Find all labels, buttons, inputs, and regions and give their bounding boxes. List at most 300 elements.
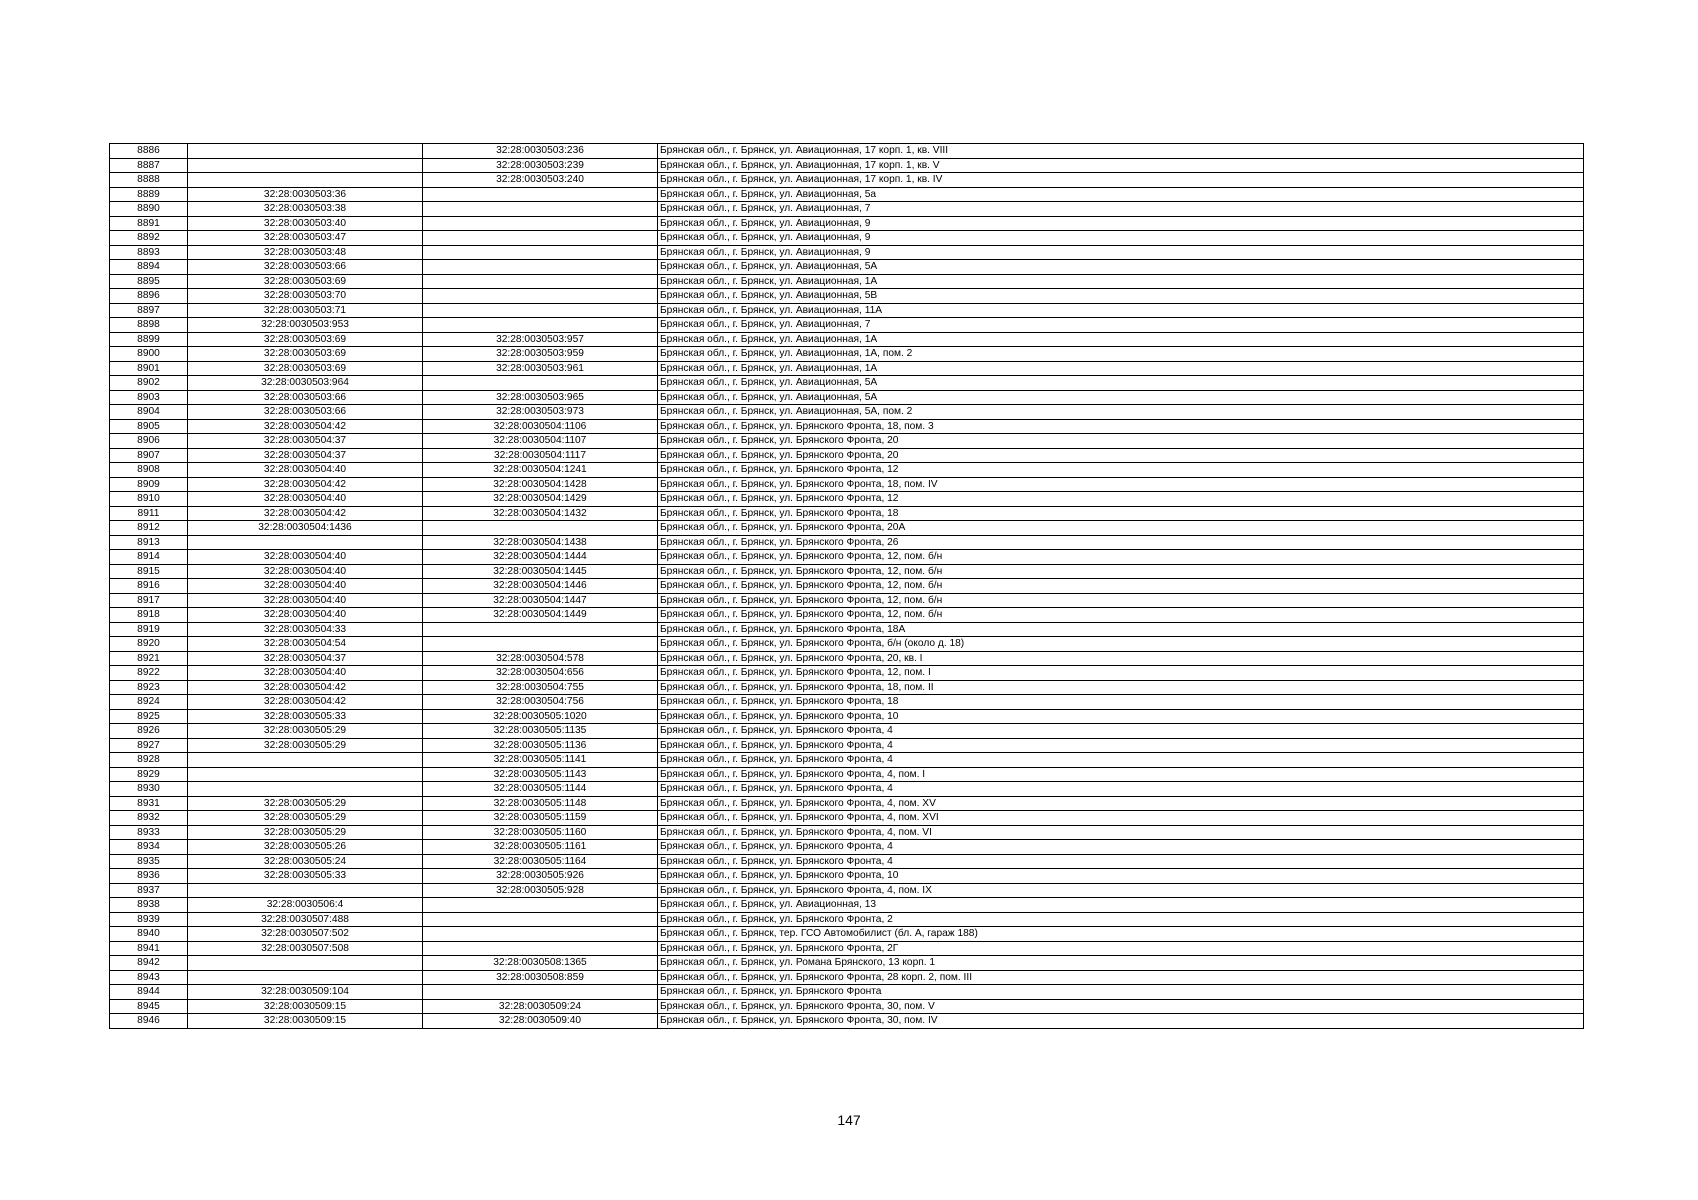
object-cadastral-number-cell: 32:28:0030504:1432 (423, 506, 658, 521)
object-cadastral-number-cell: 32:28:0030508:859 (423, 970, 658, 985)
address-cell: Брянская обл., г. Брянск, ул. Брянского Фронта (658, 985, 1584, 1000)
land-cadastral-number-cell: 32:28:0030509:104 (188, 985, 423, 1000)
row-number-cell: 8940 (110, 927, 188, 942)
row-number-cell: 8943 (110, 970, 188, 985)
address-cell: Брянская обл., г. Брянск, ул. Авиационная, 1А (658, 274, 1584, 289)
table-row (110, 622, 1584, 637)
table-row (110, 608, 1584, 623)
address-cell: Брянская обл., г. Брянск, ул. Брянского Фронта, 2Г (658, 941, 1584, 956)
row-number-cell: 8889 (110, 187, 188, 202)
address-cell: Брянская обл., г. Брянск, ул. Авиационная, 9 (658, 245, 1584, 260)
object-cadastral-number-cell (423, 187, 658, 202)
address-cell: Брянская обл., г. Брянск, ул. Брянского Фронта, 4, пом. XV (658, 796, 1584, 811)
address-cell: Брянская обл., г. Брянск, ул. Авиационная, 5В (658, 289, 1584, 304)
object-cadastral-number-cell (423, 216, 658, 231)
object-cadastral-number-cell (423, 245, 658, 260)
address-cell: Брянская обл., г. Брянск, ул. Брянского Фронта, 20 (658, 434, 1584, 449)
table-row (110, 376, 1584, 391)
land-cadastral-number-cell: 32:28:0030503:69 (188, 274, 423, 289)
object-cadastral-number-cell (423, 912, 658, 927)
land-cadastral-number-cell: 32:28:0030504:37 (188, 448, 423, 463)
land-cadastral-number-cell: 32:28:0030505:24 (188, 854, 423, 869)
table-row (110, 898, 1584, 913)
land-cadastral-number-cell (188, 753, 423, 768)
address-cell: Брянская обл., г. Брянск, ул. Брянского Фронта, 4 (658, 738, 1584, 753)
table-row (110, 448, 1584, 463)
land-cadastral-number-cell: 32:28:0030504:40 (188, 492, 423, 507)
address-cell: Брянская обл., г. Брянск, ул. Брянского Фронта, 4, пом. IX (658, 883, 1584, 898)
land-cadastral-number-cell (188, 970, 423, 985)
row-number-cell: 8928 (110, 753, 188, 768)
address-cell: Брянская обл., г. Брянск, ул. Авиационная, 5А (658, 390, 1584, 405)
land-cadastral-number-cell: 32:28:0030503:66 (188, 260, 423, 275)
object-cadastral-number-cell: 32:28:0030504:1117 (423, 448, 658, 463)
table-row (110, 1014, 1584, 1029)
land-cadastral-number-cell: 32:28:0030503:953 (188, 318, 423, 333)
land-cadastral-number-cell: 32:28:0030504:40 (188, 608, 423, 623)
row-number-cell: 8942 (110, 956, 188, 971)
object-cadastral-number-cell: 32:28:0030505:926 (423, 869, 658, 884)
row-number-cell: 8900 (110, 347, 188, 362)
table-row (110, 347, 1584, 362)
address-cell: Брянская обл., г. Брянск, ул. Брянского Фронта, 12, пом. б/н (658, 593, 1584, 608)
land-cadastral-number-cell: 32:28:0030503:70 (188, 289, 423, 304)
address-cell: Брянская обл., г. Брянск, ул. Брянского Фронта, 4 (658, 854, 1584, 869)
table-row (110, 941, 1584, 956)
table-row (110, 216, 1584, 231)
table-row (110, 564, 1584, 579)
row-number-cell: 8919 (110, 622, 188, 637)
row-number-cell: 8894 (110, 260, 188, 275)
land-cadastral-number-cell: 32:28:0030504:1436 (188, 521, 423, 536)
object-cadastral-number-cell: 32:28:0030503:957 (423, 332, 658, 347)
land-cadastral-number-cell: 32:28:0030504:37 (188, 651, 423, 666)
row-number-cell: 8924 (110, 695, 188, 710)
address-cell: Брянская обл., г. Брянск, ул. Авиационная, 7 (658, 318, 1584, 333)
table-row (110, 811, 1584, 826)
object-cadastral-number-cell: 32:28:0030503:959 (423, 347, 658, 362)
row-number-cell: 8946 (110, 1014, 188, 1029)
table-row (110, 144, 1584, 159)
object-cadastral-number-cell: 32:28:0030505:1020 (423, 709, 658, 724)
row-number-cell: 8904 (110, 405, 188, 420)
land-cadastral-number-cell: 32:28:0030504:42 (188, 419, 423, 434)
row-number-cell: 8886 (110, 144, 188, 159)
land-cadastral-number-cell: 32:28:0030505:33 (188, 709, 423, 724)
table-row (110, 854, 1584, 869)
land-cadastral-number-cell: 32:28:0030509:15 (188, 1014, 423, 1029)
row-number-cell: 8911 (110, 506, 188, 521)
row-number-cell: 8895 (110, 274, 188, 289)
table-row (110, 332, 1584, 347)
address-cell: Брянская обл., г. Брянск, ул. Авиационная, 5А, пом. 2 (658, 405, 1584, 420)
address-cell: Брянская обл., г. Брянск, ул. Брянского Фронта, 18 (658, 506, 1584, 521)
land-cadastral-number-cell: 32:28:0030506:4 (188, 898, 423, 913)
table-row (110, 245, 1584, 260)
address-cell: Брянская обл., г. Брянск, ул. Романа Брянского, 13 корп. 1 (658, 956, 1584, 971)
table-row (110, 550, 1584, 565)
address-cell: Брянская обл., г. Брянск, ул. Брянского Фронта, 18 (658, 695, 1584, 710)
row-number-cell: 8913 (110, 535, 188, 550)
row-number-cell: 8887 (110, 158, 188, 173)
land-cadastral-number-cell: 32:28:0030505:33 (188, 869, 423, 884)
land-cadastral-number-cell (188, 956, 423, 971)
land-cadastral-number-cell: 32:28:0030503:69 (188, 361, 423, 376)
object-cadastral-number-cell: 32:28:0030509:40 (423, 1014, 658, 1029)
address-cell: Брянская обл., г. Брянск, ул. Брянского Фронта, 10 (658, 709, 1584, 724)
address-cell: Брянская обл., г. Брянск, ул. Брянского Фронта, 10 (658, 869, 1584, 884)
address-cell: Брянская обл., г. Брянск, ул. Авиационная, 9 (658, 231, 1584, 246)
object-cadastral-number-cell: 32:28:0030505:1161 (423, 840, 658, 855)
land-cadastral-number-cell (188, 535, 423, 550)
land-cadastral-number-cell (188, 158, 423, 173)
object-cadastral-number-cell (423, 231, 658, 246)
address-cell: Брянская обл., г. Брянск, ул. Брянского Фронта, 4 (658, 724, 1584, 739)
page-number: 147 (837, 1112, 861, 1128)
table-row (110, 463, 1584, 478)
object-cadastral-number-cell: 32:28:0030504:1447 (423, 593, 658, 608)
table-row (110, 202, 1584, 217)
row-number-cell: 8892 (110, 231, 188, 246)
object-cadastral-number-cell (423, 202, 658, 217)
address-cell: Брянская обл., г. Брянск, ул. Авиационная, 5а (658, 187, 1584, 202)
table-row (110, 709, 1584, 724)
row-number-cell: 8898 (110, 318, 188, 333)
address-cell: Брянская обл., г. Брянск, ул. Авиационная, 9 (658, 216, 1584, 231)
land-cadastral-number-cell: 32:28:0030505:29 (188, 811, 423, 826)
table-row (110, 825, 1584, 840)
row-number-cell: 8910 (110, 492, 188, 507)
row-number-cell: 8923 (110, 680, 188, 695)
address-cell: Брянская обл., г. Брянск, ул. Брянского Фронта, 20, кв. I (658, 651, 1584, 666)
table-row (110, 390, 1584, 405)
land-cadastral-number-cell (188, 173, 423, 188)
row-number-cell: 8915 (110, 564, 188, 579)
address-cell: Брянская обл., г. Брянск, ул. Брянского Фронта, 30, пом. IV (658, 1014, 1584, 1029)
object-cadastral-number-cell: 32:28:0030508:1365 (423, 956, 658, 971)
row-number-cell: 8933 (110, 825, 188, 840)
object-cadastral-number-cell: 32:28:0030504:1428 (423, 477, 658, 492)
row-number-cell: 8939 (110, 912, 188, 927)
address-cell: Брянская обл., г. Брянск, ул. Авиационная, 17 корп. 1, кв. VIII (658, 144, 1584, 159)
land-cadastral-number-cell: 32:28:0030507:502 (188, 927, 423, 942)
table-row (110, 535, 1584, 550)
row-number-cell: 8893 (110, 245, 188, 260)
row-number-cell: 8935 (110, 854, 188, 869)
land-cadastral-number-cell: 32:28:0030504:40 (188, 666, 423, 681)
row-number-cell: 8909 (110, 477, 188, 492)
table-row (110, 724, 1584, 739)
table-row (110, 782, 1584, 797)
land-cadastral-number-cell: 32:28:0030507:488 (188, 912, 423, 927)
row-number-cell: 8902 (110, 376, 188, 391)
row-number-cell: 8890 (110, 202, 188, 217)
object-cadastral-number-cell: 32:28:0030505:1164 (423, 854, 658, 869)
land-cadastral-number-cell (188, 767, 423, 782)
row-number-cell: 8901 (110, 361, 188, 376)
table-row (110, 361, 1584, 376)
address-cell: Брянская обл., г. Брянск, ул. Брянского Фронта, 4 (658, 753, 1584, 768)
row-number-cell: 8899 (110, 332, 188, 347)
row-number-cell: 8945 (110, 999, 188, 1014)
land-cadastral-number-cell: 32:28:0030504:42 (188, 680, 423, 695)
object-cadastral-number-cell (423, 318, 658, 333)
table-row (110, 187, 1584, 202)
row-number-cell: 8931 (110, 796, 188, 811)
object-cadastral-number-cell (423, 985, 658, 1000)
land-cadastral-number-cell: 32:28:0030503:38 (188, 202, 423, 217)
object-cadastral-number-cell: 32:28:0030503:973 (423, 405, 658, 420)
row-number-cell: 8917 (110, 593, 188, 608)
land-cadastral-number-cell (188, 144, 423, 159)
land-cadastral-number-cell: 32:28:0030504:40 (188, 463, 423, 478)
object-cadastral-number-cell: 32:28:0030504:756 (423, 695, 658, 710)
object-cadastral-number-cell (423, 303, 658, 318)
object-cadastral-number-cell: 32:28:0030505:1136 (423, 738, 658, 753)
object-cadastral-number-cell: 32:28:0030504:656 (423, 666, 658, 681)
table-row (110, 173, 1584, 188)
land-cadastral-number-cell: 32:28:0030504:40 (188, 564, 423, 579)
object-cadastral-number-cell: 32:28:0030505:1143 (423, 767, 658, 782)
table-row (110, 318, 1584, 333)
address-cell: Брянская обл., г. Брянск, ул. Брянского Фронта, 4, пом. I (658, 767, 1584, 782)
address-cell: Брянская обл., г. Брянск, ул. Брянского Фронта, 20А (658, 521, 1584, 536)
row-number-cell: 8912 (110, 521, 188, 536)
object-cadastral-number-cell: 32:28:0030504:1106 (423, 419, 658, 434)
row-number-cell: 8927 (110, 738, 188, 753)
table-row (110, 753, 1584, 768)
object-cadastral-number-cell (423, 521, 658, 536)
table-row (110, 492, 1584, 507)
object-cadastral-number-cell (423, 376, 658, 391)
row-number-cell: 8926 (110, 724, 188, 739)
object-cadastral-number-cell: 32:28:0030504:1446 (423, 579, 658, 594)
address-cell: Брянская обл., г. Брянск, ул. Брянского Фронта, 12, пом. I (658, 666, 1584, 681)
table-row (110, 593, 1584, 608)
object-cadastral-number-cell: 32:28:0030504:1445 (423, 564, 658, 579)
row-number-cell: 8916 (110, 579, 188, 594)
address-cell: Брянская обл., г. Брянск, ул. Авиационная, 7 (658, 202, 1584, 217)
land-cadastral-number-cell: 32:28:0030504:42 (188, 695, 423, 710)
row-number-cell: 8930 (110, 782, 188, 797)
land-cadastral-number-cell: 32:28:0030504:40 (188, 550, 423, 565)
row-number-cell: 8903 (110, 390, 188, 405)
object-cadastral-number-cell: 32:28:0030504:1444 (423, 550, 658, 565)
object-cadastral-number-cell: 32:28:0030503:239 (423, 158, 658, 173)
object-cadastral-number-cell: 32:28:0030505:1148 (423, 796, 658, 811)
address-cell: Брянская обл., г. Брянск, ул. Брянского Фронта, 12, пом. б/н (658, 608, 1584, 623)
table-row (110, 796, 1584, 811)
object-cadastral-number-cell: 32:28:0030503:236 (423, 144, 658, 159)
row-number-cell: 8905 (110, 419, 188, 434)
object-cadastral-number-cell: 32:28:0030504:1241 (423, 463, 658, 478)
object-cadastral-number-cell (423, 622, 658, 637)
land-cadastral-number-cell: 32:28:0030504:40 (188, 579, 423, 594)
table-row (110, 289, 1584, 304)
land-cadastral-number-cell: 32:28:0030504:33 (188, 622, 423, 637)
address-cell: Брянская обл., г. Брянск, ул. Брянского Фронта, 12, пом. б/н (658, 550, 1584, 565)
row-number-cell: 8896 (110, 289, 188, 304)
object-cadastral-number-cell: 32:28:0030505:1144 (423, 782, 658, 797)
row-number-cell: 8921 (110, 651, 188, 666)
table-row (110, 579, 1584, 594)
object-cadastral-number-cell: 32:28:0030504:1429 (423, 492, 658, 507)
table-row (110, 927, 1584, 942)
address-cell: Брянская обл., г. Брянск, ул. Авиационная, 17 корп. 1, кв. IV (658, 173, 1584, 188)
address-cell: Брянская обл., г. Брянск, ул. Брянского Фронта, 28 корп. 2, пом. III (658, 970, 1584, 985)
land-cadastral-number-cell (188, 782, 423, 797)
land-cadastral-number-cell: 32:28:0030504:42 (188, 477, 423, 492)
object-cadastral-number-cell (423, 941, 658, 956)
land-cadastral-number-cell: 32:28:0030503:69 (188, 332, 423, 347)
land-cadastral-number-cell: 32:28:0030504:40 (188, 593, 423, 608)
row-number-cell: 8937 (110, 883, 188, 898)
address-cell: Брянская обл., г. Брянск, ул. Брянского Фронта, 30, пом. V (658, 999, 1584, 1014)
table-row (110, 999, 1584, 1014)
row-number-cell: 8918 (110, 608, 188, 623)
object-cadastral-number-cell: 32:28:0030504:1449 (423, 608, 658, 623)
object-cadastral-number-cell: 32:28:0030505:1135 (423, 724, 658, 739)
address-cell: Брянская обл., г. Брянск, ул. Брянского Фронта, б/н (около д. 18) (658, 637, 1584, 652)
row-number-cell: 8941 (110, 941, 188, 956)
row-number-cell: 8891 (110, 216, 188, 231)
registry-table (109, 143, 1584, 1029)
land-cadastral-number-cell: 32:28:0030505:29 (188, 796, 423, 811)
row-number-cell: 8888 (110, 173, 188, 188)
land-cadastral-number-cell: 32:28:0030503:71 (188, 303, 423, 318)
object-cadastral-number-cell: 32:28:0030505:1160 (423, 825, 658, 840)
land-cadastral-number-cell: 32:28:0030503:40 (188, 216, 423, 231)
land-cadastral-number-cell: 32:28:0030503:964 (188, 376, 423, 391)
table-row (110, 651, 1584, 666)
table-row (110, 637, 1584, 652)
address-cell: Брянская обл., г. Брянск, ул. Брянского Фронта, 20 (658, 448, 1584, 463)
address-cell: Брянская обл., г. Брянск, ул. Брянского Фронта, 12 (658, 492, 1584, 507)
object-cadastral-number-cell: 32:28:0030509:24 (423, 999, 658, 1014)
table-row (110, 956, 1584, 971)
address-cell: Брянская обл., г. Брянск, ул. Авиационная, 1А, пом. 2 (658, 347, 1584, 362)
table-row (110, 231, 1584, 246)
row-number-cell: 8906 (110, 434, 188, 449)
object-cadastral-number-cell (423, 274, 658, 289)
row-number-cell: 8929 (110, 767, 188, 782)
address-cell: Брянская обл., г. Брянск, тер. ГСО Автомобилист (бл. А, гараж 188) (658, 927, 1584, 942)
row-number-cell: 8907 (110, 448, 188, 463)
land-cadastral-number-cell: 32:28:0030503:69 (188, 347, 423, 362)
land-cadastral-number-cell: 32:28:0030504:37 (188, 434, 423, 449)
land-cadastral-number-cell: 32:28:0030505:26 (188, 840, 423, 855)
table-row (110, 274, 1584, 289)
address-cell: Брянская обл., г. Брянск, ул. Брянского Фронта, 4, пом. XVI (658, 811, 1584, 826)
object-cadastral-number-cell: 32:28:0030504:1107 (423, 434, 658, 449)
table-row (110, 666, 1584, 681)
address-cell: Брянская обл., г. Брянск, ул. Авиационная, 1А (658, 361, 1584, 376)
address-cell: Брянская обл., г. Брянск, ул. Авиационная, 5А (658, 376, 1584, 391)
address-cell: Брянская обл., г. Брянск, ул. Брянского Фронта, 18, пом. IV (658, 477, 1584, 492)
land-cadastral-number-cell: 32:28:0030505:29 (188, 825, 423, 840)
row-number-cell: 8922 (110, 666, 188, 681)
land-cadastral-number-cell: 32:28:0030504:42 (188, 506, 423, 521)
row-number-cell: 8914 (110, 550, 188, 565)
address-cell: Брянская обл., г. Брянск, ул. Авиационная, 5А (658, 260, 1584, 275)
table-row (110, 477, 1584, 492)
address-cell: Брянская обл., г. Брянск, ул. Брянского Фронта, 12, пом. б/н (658, 564, 1584, 579)
table-row (110, 883, 1584, 898)
object-cadastral-number-cell: 32:28:0030504:578 (423, 651, 658, 666)
row-number-cell: 8908 (110, 463, 188, 478)
object-cadastral-number-cell: 32:28:0030504:755 (423, 680, 658, 695)
table-row (110, 521, 1584, 536)
table-row (110, 840, 1584, 855)
address-cell: Брянская обл., г. Брянск, ул. Брянского Фронта, 4, пом. VI (658, 825, 1584, 840)
table-row (110, 260, 1584, 275)
object-cadastral-number-cell (423, 927, 658, 942)
row-number-cell: 8897 (110, 303, 188, 318)
land-cadastral-number-cell: 32:28:0030503:36 (188, 187, 423, 202)
table-row (110, 912, 1584, 927)
row-number-cell: 8944 (110, 985, 188, 1000)
table-row (110, 434, 1584, 449)
address-cell: Брянская обл., г. Брянск, ул. Авиационная, 17 корп. 1, кв. V (658, 158, 1584, 173)
object-cadastral-number-cell: 32:28:0030505:1141 (423, 753, 658, 768)
land-cadastral-number-cell: 32:28:0030505:29 (188, 724, 423, 739)
row-number-cell: 8925 (110, 709, 188, 724)
object-cadastral-number-cell (423, 289, 658, 304)
address-cell: Брянская обл., г. Брянск, ул. Брянского Фронта, 12, пом. б/н (658, 579, 1584, 594)
address-cell: Брянская обл., г. Брянск, ул. Брянского Фронта, 26 (658, 535, 1584, 550)
table-row (110, 405, 1584, 420)
object-cadastral-number-cell: 32:28:0030503:240 (423, 173, 658, 188)
row-number-cell: 8936 (110, 869, 188, 884)
registry-table-body (110, 144, 1584, 1029)
table-row (110, 695, 1584, 710)
address-cell: Брянская обл., г. Брянск, ул. Брянского Фронта, 2 (658, 912, 1584, 927)
object-cadastral-number-cell: 32:28:0030505:928 (423, 883, 658, 898)
table-row (110, 506, 1584, 521)
row-number-cell: 8932 (110, 811, 188, 826)
land-cadastral-number-cell: 32:28:0030503:48 (188, 245, 423, 260)
object-cadastral-number-cell: 32:28:0030503:965 (423, 390, 658, 405)
land-cadastral-number-cell: 32:28:0030509:15 (188, 999, 423, 1014)
row-number-cell: 8934 (110, 840, 188, 855)
object-cadastral-number-cell: 32:28:0030504:1438 (423, 535, 658, 550)
row-number-cell: 8938 (110, 898, 188, 913)
table-row (110, 419, 1584, 434)
address-cell: Брянская обл., г. Брянск, ул. Брянского Фронта, 18А (658, 622, 1584, 637)
land-cadastral-number-cell: 32:28:0030507:508 (188, 941, 423, 956)
object-cadastral-number-cell: 32:28:0030503:961 (423, 361, 658, 376)
land-cadastral-number-cell (188, 883, 423, 898)
land-cadastral-number-cell: 32:28:0030505:29 (188, 738, 423, 753)
land-cadastral-number-cell: 32:28:0030503:66 (188, 405, 423, 420)
table-row (110, 985, 1584, 1000)
object-cadastral-number-cell: 32:28:0030505:1159 (423, 811, 658, 826)
table-row (110, 158, 1584, 173)
address-cell: Брянская обл., г. Брянск, ул. Авиационная, 11А (658, 303, 1584, 318)
table-row (110, 869, 1584, 884)
address-cell: Брянская обл., г. Брянск, ул. Авиационная, 1А (658, 332, 1584, 347)
address-cell: Брянская обл., г. Брянск, ул. Авиационная, 13 (658, 898, 1584, 913)
table-row (110, 738, 1584, 753)
table-row (110, 970, 1584, 985)
table-row (110, 680, 1584, 695)
object-cadastral-number-cell (423, 898, 658, 913)
address-cell: Брянская обл., г. Брянск, ул. Брянского Фронта, 12 (658, 463, 1584, 478)
address-cell: Брянская обл., г. Брянск, ул. Брянского Фронта, 4 (658, 782, 1584, 797)
table-row (110, 303, 1584, 318)
object-cadastral-number-cell (423, 260, 658, 275)
object-cadastral-number-cell (423, 637, 658, 652)
